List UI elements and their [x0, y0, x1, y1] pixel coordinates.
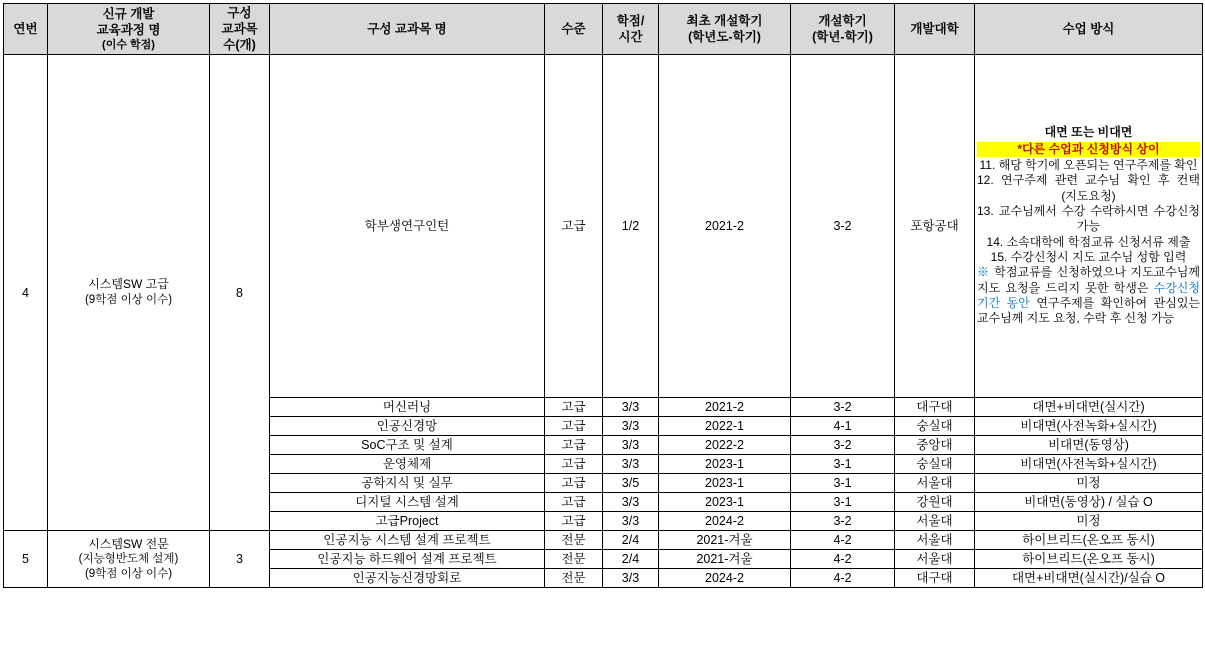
notes-extra-text: 학점교류를 신청하였으나 지도교수님께 지도 요청을 드리지 못한 학생은 수강신청 기간 동안 연구주제를 확인하여 관심있는 교수님께 지도 요청, 수락 후 신청 가능: [977, 265, 1201, 326]
notes-title: 대면 또는 비대면: [1044, 125, 1133, 140]
cell-open-term: 4-2: [791, 569, 895, 588]
cell-course-count: 8: [210, 55, 270, 531]
table-row: [4, 55, 1203, 398]
cell-first-term: 2021-2: [659, 398, 791, 417]
program-subtitle: (지능형반도체 설계): [78, 552, 179, 565]
cell-class-mode: 미정: [975, 512, 1203, 531]
cell-credit-hours: 1/2: [603, 55, 659, 398]
cell-first-term: 2021-겨울: [659, 550, 791, 569]
cell-first-term: 2024-2: [659, 512, 791, 531]
header-course-name: [270, 4, 545, 55]
list-item: [977, 173, 1200, 204]
header-open-term-line-1: 개설학기: [818, 14, 867, 28]
cell-course-name: 인공지능 시스템 설계 프로젝트: [270, 531, 545, 550]
cell-dev-univ: 대구대: [895, 569, 975, 588]
cell-seq: 5: [4, 531, 48, 588]
cell-level: 고급: [545, 493, 603, 512]
cell-dev-univ: 서울대: [895, 512, 975, 531]
notes-list: [977, 158, 1200, 266]
cell-course-name: 머신러닝: [270, 398, 545, 417]
notes-item-text: 연구주제 관련 교수님 확인 후 컨택(지도요청): [1001, 173, 1200, 203]
cell-level: 고급: [545, 512, 603, 531]
header-open-term-line-2: (학년-학기): [812, 30, 873, 44]
cell-credit-hours: 3/5: [603, 474, 659, 493]
cell-program: [48, 55, 210, 531]
header-level: [545, 4, 603, 55]
cell-course-name: 학부생연구인턴: [270, 55, 545, 398]
cell-class-mode: 비대면(사전녹화+실시간): [975, 455, 1203, 474]
notes-item-number: 15.: [990, 250, 1008, 265]
notes-item-number: 14.: [986, 234, 1004, 249]
cell-dev-univ: 중앙대: [895, 436, 975, 455]
header-credit-hours: [603, 4, 659, 55]
cell-open-term: 3-1: [791, 493, 895, 512]
cell-first-term: 2023-1: [659, 455, 791, 474]
cell-course-name: 공학지식 및 실무: [270, 474, 545, 493]
list-item: [977, 250, 1200, 265]
cell-dev-univ: 숭실대: [895, 417, 975, 436]
cell-class-mode: 비대면(동영상) / 실습 O: [975, 493, 1203, 512]
header-dev-univ-line-1: 개발대학: [910, 22, 959, 36]
cell-open-term: 3-2: [791, 436, 895, 455]
cell-open-term: 3-1: [791, 474, 895, 493]
program-credit-note: (9학점 이상 이수): [84, 293, 173, 306]
cell-credit-hours: 3/3: [603, 512, 659, 531]
table-header-row: [4, 4, 1203, 55]
spreadsheet-sheet: [0, 3, 1205, 662]
cell-class-mode: 비대면(사전녹화+실시간): [975, 417, 1203, 436]
cell-class-mode: 비대면(동영상): [975, 436, 1203, 455]
list-item: [977, 235, 1200, 250]
list-item: [977, 158, 1200, 173]
cell-open-term: 4-2: [791, 550, 895, 569]
header-program-line-3: (이수 학점): [102, 38, 155, 51]
cell-credit-hours: 3/3: [603, 436, 659, 455]
header-seq: [4, 4, 48, 55]
cell-class-mode-notes: [975, 55, 1203, 398]
notes-extra-highlight: 수강신청 기간 동안: [977, 280, 1200, 311]
cell-level: 고급: [545, 417, 603, 436]
cell-level: 고급: [545, 55, 603, 398]
cell-credit-hours: 3/3: [603, 493, 659, 512]
list-item: [977, 204, 1200, 235]
cell-course-name: 고급Project: [270, 512, 545, 531]
cell-credit-hours: 3/3: [603, 455, 659, 474]
header-course-name-line-1: 구성 교과목 명: [367, 22, 447, 36]
header-first-term-line-2: (학년도-학기): [688, 30, 761, 44]
header-class-mode-line-1: 수업 방식: [1062, 22, 1115, 36]
notes-item-text: 수강신청시 지도 교수님 성함 입력: [1010, 250, 1187, 265]
cell-course-name: 인공지능 하드웨어 설계 프로젝트: [270, 550, 545, 569]
cell-dev-univ: 포항공대: [895, 55, 975, 398]
cell-dev-univ: 서울대: [895, 474, 975, 493]
cell-first-term: 2023-1: [659, 493, 791, 512]
cell-class-mode: 하이브리드(온오프 동시): [975, 531, 1203, 550]
cell-class-mode: 미정: [975, 474, 1203, 493]
cell-first-term: 2021-2: [659, 55, 791, 398]
cell-course-name: SoC구조 및 설계: [270, 436, 545, 455]
cell-course-name: 디지털 시스템 설계: [270, 493, 545, 512]
reference-mark-icon: ※: [977, 265, 990, 280]
cell-open-term: 3-2: [791, 55, 895, 398]
cell-credit-hours: 3/3: [603, 398, 659, 417]
header-first-term: [659, 4, 791, 55]
cell-dev-univ: 숭실대: [895, 455, 975, 474]
notes-extra: [977, 265, 1200, 326]
header-credit-hours-line-1: 학점/: [616, 14, 645, 28]
program-title: 시스템SW 전문: [88, 536, 169, 551]
cell-course-name: 인공지능신경망회로: [270, 569, 545, 588]
cell-open-term: 3-2: [791, 512, 895, 531]
cell-credit-hours: 3/3: [603, 569, 659, 588]
cell-course-name: 운영체제: [270, 455, 545, 474]
cell-level: 고급: [545, 436, 603, 455]
header-course-count: [210, 4, 270, 55]
notes-item-text: 해당 학기에 오픈되는 연구주제를 확인: [998, 157, 1198, 172]
header-course-count-line-3: 수(개): [223, 38, 256, 52]
table-row: [4, 531, 1203, 550]
cell-course-count: 3: [210, 531, 270, 588]
cell-dev-univ: 강원대: [895, 493, 975, 512]
cell-open-term: 4-2: [791, 531, 895, 550]
header-program-line-1: 신규 개발: [102, 6, 155, 21]
cell-dev-univ: 서울대: [895, 550, 975, 569]
notes-item-text: 교수님께서 수강 수락하시면 수강신청 가능: [998, 203, 1200, 234]
cell-program: [48, 531, 210, 588]
cell-level: 전문: [545, 531, 603, 550]
cell-level: 전문: [545, 550, 603, 569]
cell-first-term: 2024-2: [659, 569, 791, 588]
header-program-line-2: 교육과정 명: [96, 22, 161, 37]
cell-credit-hours: 2/4: [603, 550, 659, 569]
cell-class-mode: 대면+비대면(실시간)/실습 O: [975, 569, 1203, 588]
cell-dev-univ: 대구대: [895, 398, 975, 417]
cell-level: 고급: [545, 398, 603, 417]
header-seq-line-1: 연번: [13, 22, 38, 36]
header-credit-hours-line-2: 시간: [618, 30, 643, 44]
cell-seq: 4: [4, 55, 48, 531]
cell-first-term: 2022-2: [659, 436, 791, 455]
cell-credit-hours: 2/4: [603, 531, 659, 550]
program-credit-note: (9학점 이상 이수): [84, 567, 173, 580]
notes-item-number: 13.: [977, 203, 994, 218]
cell-class-mode: 하이브리드(온오프 동시): [975, 550, 1203, 569]
cell-open-term: 3-2: [791, 398, 895, 417]
cell-class-mode: 대면+비대면(실시간): [975, 398, 1203, 417]
notes-item-text: 소속대학에 학점교류 신청서류 제출: [1006, 234, 1191, 249]
program-title: 시스템SW 고급: [88, 277, 169, 292]
header-program: [48, 4, 210, 55]
cell-open-term: 3-1: [791, 455, 895, 474]
cell-first-term: 2021-겨울: [659, 531, 791, 550]
header-level-line-1: 수준: [561, 22, 586, 36]
header-course-count-line-2: 교과목: [221, 22, 258, 36]
cell-first-term: 2022-1: [659, 417, 791, 436]
header-dev-univ: [895, 4, 975, 55]
cell-open-term: 4-1: [791, 417, 895, 436]
header-class-mode: [975, 4, 1203, 55]
notes-item-number: 12.: [977, 173, 994, 188]
cell-level: 고급: [545, 455, 603, 474]
cell-first-term: 2023-1: [659, 474, 791, 493]
cell-credit-hours: 3/3: [603, 417, 659, 436]
cell-level: 전문: [545, 569, 603, 588]
header-open-term: [791, 4, 895, 55]
header-first-term-line-1: 최초 개설학기: [686, 14, 763, 28]
cell-course-name: 인공신경망: [270, 417, 545, 436]
notes-warning: *다른 수업과 신청방식 상이: [977, 142, 1200, 157]
cell-dev-univ: 서울대: [895, 531, 975, 550]
cell-level: 고급: [545, 474, 603, 493]
notes-item-number: 11.: [979, 157, 996, 172]
curriculum-table: [3, 3, 1203, 588]
header-course-count-line-1: 구성: [227, 6, 252, 20]
